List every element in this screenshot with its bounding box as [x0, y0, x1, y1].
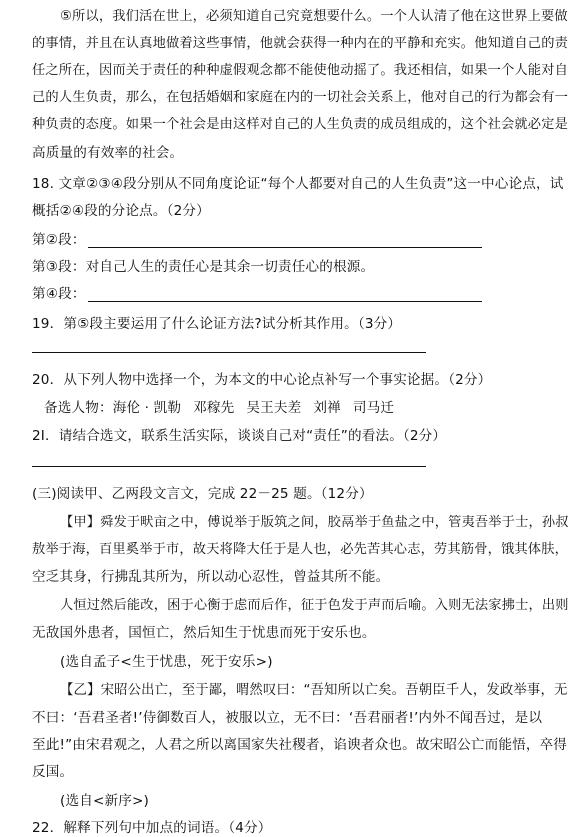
section-3-heading: (三)阅读甲、乙两段文言文，完成 22－25 题。（12分） [32, 486, 373, 502]
yi-line: 至此!”由宋君观之，人君之所以离国家失社稷者，谄谀者众也。故宋昭公亡而能悟，卒得 [32, 737, 568, 753]
candidates-row [44, 400, 394, 416]
passage-line: 种负责的态度。如果一个社会是由这样对自己的人生负责的成员组成的，这个社会就必定是 [32, 117, 569, 132]
para4-answer-line[interactable] [88, 289, 482, 302]
question-18-para4-row [32, 286, 482, 302]
para3-answer: 对自己人生的责任心是其余一切责任心的根源。 [85, 259, 375, 275]
yi-line: 反国。 [32, 764, 74, 780]
candidates-label: 备选人物： [44, 400, 113, 416]
question-19-answer-line[interactable] [32, 352, 426, 353]
question-21-stem: 2I．请结合选文，联系生活实际，谈谈自己对“责任”的看法。（2分） [32, 428, 447, 444]
jia-line: 【甲】舜发于畎亩之中，傅说举于版筑之间，胶鬲举于鱼盐之中，管夷吾举于士，孙叔 [60, 515, 569, 530]
candidate: 海伦 · 凯勒 [112, 400, 182, 416]
para2-label: 第②段： [32, 232, 86, 248]
jia-line: 空乏其身，行拂乱其所为，所以动心忍性，曾益其所不能。 [32, 569, 390, 585]
jia-line: 无敌国外患者，国恒亡，然后知生于忧患而死于安乐也。 [32, 625, 376, 641]
question-18-para3-row [32, 259, 374, 275]
passage-line: 己的人生负责，那么，在包括婚姻和家庭在内的一切社会关系上，他对自己的行为都会有一 [32, 90, 569, 105]
para4-label: 第④段： [32, 286, 86, 302]
para3-label: 第③段： [32, 259, 86, 275]
yi-line: 不曰：‘吾君圣者!’侍御数百人，被服以立，无不曰：‘吾君丽者!’内外不闻吾过，是以 [32, 710, 543, 726]
passage-line: 任之所在，因而关于责任的种种虚假观念都不能使他动摇了。我还相信，如果一个人能对自 [32, 63, 569, 78]
candidate: 吴王夫差 [246, 400, 302, 416]
passage-line: 高质量的有效率的社会。 [32, 145, 184, 161]
question-21-answer-line[interactable] [32, 466, 426, 467]
question-20-stem: 20．从下列人物中选择一个，为本文的中心论点补写一个事实论据。（2分） [32, 372, 492, 388]
yi-line: 【乙】宋昭公出亡，至于鄙，喟然叹曰：“吾知所以亡矣。吾朝臣千人，发政举事，无 [60, 683, 568, 698]
question-18-stem: 18. 文章②③④段分别从不同角度论证“每个人都要对自己的人生负责”这一中心论点，试 [32, 176, 564, 192]
candidate: 刘禅 [313, 400, 341, 416]
jia-line: 敖举于海，百里奚举于市，故天将降大任于是人也，必先苦其心志，劳其筋骨，饿其体肤， [32, 542, 569, 557]
candidate: 邓稼先 [193, 400, 235, 416]
question-18-stem: 概括②④段的分论点。（2分） [32, 203, 210, 219]
jia-source: (选自孟子<生于忧患，死于安乐>) [60, 654, 273, 670]
question-18-para2-row [32, 232, 482, 248]
candidate: 司马迁 [352, 400, 395, 416]
jia-line: 人恒过然后能改，困于心衡于虑而后作，征于色发于声而后喻。入则无法家拂士，出则 [60, 598, 569, 613]
passage-line: 的事情，并且在认真地做着这些事情，他就会获得一种内在的平静和充实。他知道自己的责 [32, 36, 569, 51]
yi-source: (选自<新序>) [60, 793, 149, 809]
para2-answer-line[interactable] [88, 235, 482, 248]
question-22-stem: 22．解释下列句中加点的词语。（4分） [32, 820, 272, 836]
passage-line: ⑤所以，我们活在世上，必须知道自己究竟想要什么。一个人认清了他在这世界上要做 [60, 9, 568, 24]
question-19-stem: 19．第⑤段主要运用了什么论证方法?试分析其作用。（3分） [32, 316, 402, 332]
